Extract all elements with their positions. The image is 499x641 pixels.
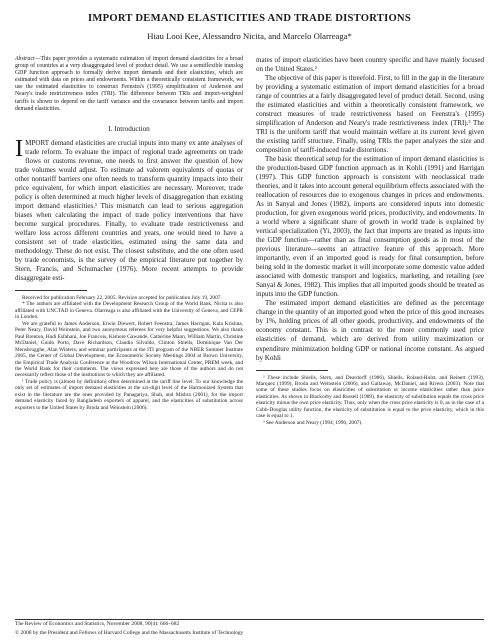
footnote-acknowledgments: We are grateful to James Anderson, Erwin Diewert, Robert Feenstra, James Harrigan, Kala Krishna, Peter Neary, David Weinstein, and two anonymous referees for very helpful suggestions. We also thank Paul Brenton, Hadi Esfahani, Joe Francois, Kishore Gawande, Catherine Mann, William Martin, Christine McDaniel, Guido Porto, Dave Richardson, Claudio Silvaldo, Clinton Shiells, Dominique Van Der Mensbrugghe, Alan Winters, and seminar participants at the ITI program of the NBER Summer Institute 2005, the Center of Global Development, the Econometric Society Meetings 2004 at Brown University, the Empirical Trade Analysis Conference at the Woodrow Wilson International Center, PREM week, and the World Bank for their comments. The views expressed here are those of the authors and do not necessarily reflect those of the institutions to which they are affiliated.: [15, 320, 243, 379]
left-column: [15, 56, 243, 411]
footnote-3: ³ See Anderson and Neary (1994, 1996, 2007).: [263, 419, 363, 426]
copyright-notice: © 2008 by the President and Fellows of Harvard College and the Massachusetts Institute of Technology: [15, 630, 244, 636]
right-column: [256, 56, 484, 426]
body-paragraph-objectives: The objective of this paper is threefold. First, to fill in the gap in the literature by providing a systematic estimation of import demand elasticities for a broad range of countries at a fairly disaggregated level of product detail. Second, using the estimated elasticities and within a theoretically consistent framework, we construct measures of trade restrictiveness based on Feenstra's (1995) simplification of Anderson and Neary's trade restrictiveness index (TRI).³ The TRI is the uniform tariff that would maintain welfare at its current level given the existing tariff structure. Finally, using TRIs the paper analyzes the size and composition of tariff-induced trade distortions.: [256, 74, 484, 155]
journal-citation: The Review of Economics and Statistics, November 2008, 90(4): 666–682: [15, 621, 180, 627]
page-footer-rule: [15, 619, 484, 620]
abstract: [15, 56, 243, 113]
intro-text: demand elasticities are crucial inputs into many ex ante analyses of trade reform. To evaluate the impact of regional trade agreements on trade flows or customs revenue, one needs to first answer the question of how trade volumes would adjust. To estimate ad valorem equivalents of quotas or other nontariff barriers one often needs to transform quantity impacts into their price equivalent, for which import elasticities are necessary. Moreover, trade policy is often determined at much higher levels of disaggregation than existing import demand elasticities.¹ This mismatch can lead to serious aggregation biases when calculating the impact of trade policy interventions that have become surgical procedures. Finally, to evaluate trade restrictiveness and welfare loss across different countries and years, one would need to have a consistent set of trade elasticities, estimated using the same data and methodology. These do not exist. The closest substitute, and the one often used by trade economists, is the survey of the empirical literature put together by Stern, Francis, and Schumacher (1976). More recent attempts to provide disaggregate esti-: [15, 138, 243, 282]
footnote-received: Received for publication February 22, 2005. Revision accepted for publication July 19, 2007.: [22, 295, 222, 301]
footnote-affiliation: * The authors are affiliated with the Development Research Group of the World Bank. Nicita is also affiliated with UNCTAD in Geneva. Olarreaga is also affiliated with the University of Geneva, and CEPR in London.: [15, 301, 243, 321]
body-paragraph-elasticities: The estimated import demand elasticities are defined as the percentage change in the quantity of an imported good when the price of this good increases by 1%, holding prices of all other goods, productivity, and endowments of the economy constant. This is in contrast to the more commonly used price elasticities of demand, which are derived from utility maximization or expenditure minimization holding GDP or national income constant. As argued by Kohli: [256, 299, 484, 362]
intro-paragraph: [15, 134, 243, 283]
drop-cap: I: [15, 134, 24, 162]
abstract-text: —This paper provides a systematic estimation of import demand elasticities for a broad group of countries at a very disaggregated level of product detail. We use a semiflexible translog GDP function approach to formally derive import demands and their elasticities, which are estimated with data on prices and endowments. Within a theoretically consistent framework, we use the estimated elasticities to construct Feenstra's (1995) simplification of Anderson and Neary's trade restrictiveness index (TRI). The difference between TRIs and import-weighted tariffs is shown to depend on the tariff variance and the covariance between tariffs and import demand elasticities.: [15, 56, 243, 112]
footnote-1: ¹ Trade policy is (almost by definition) often determined at the tariff line level. To our knowledge the only set of estimates of import demand elasticities at the six-digit level of the Harmonized System that exist in the literature are the ones provided by Panagariya, Shah, and Mishra (2001), for the import demand elasticity faced by Bangladesh exporters of apparel, and the elasticities of substitution across exporters to the United States by Broda and Weinstein (2006).: [15, 378, 243, 411]
footnote-divider: [15, 290, 87, 291]
intro-smallcaps: MPORT: [25, 138, 50, 147]
body-paragraph-continued: mates of import elasticities have been country specific and have mainly focused on the United States.²: [256, 56, 484, 74]
abstract-label: Abstract: [15, 56, 35, 62]
section-heading-introduction: I. Introduction: [108, 124, 150, 133]
body-paragraph-setup: The basic theoretical setup for the estimation of import demand elasticities is the production-based GDP function approach as in Kohli (1991) and Harrigan (1997). This GDP function approach is consistent with neoclassical trade theories, and it takes into account general equilibrium effects associated with the reallocation of resources due to exogenous changes in prices and endowments. As in Sanyal and Jones (1982), imports are considered inputs into domestic production, for given exogenous world prices, productivity, and endowments. In a world where a significant share of growth in world trade is explained by vertical specialization (Yi, 2003), the fact that imports are treated as inputs into the GDP function—rather than as final consumption goods as in most of the previous literature—seems an attractive feature of this approach. More importantly, even if an imported good is ready for final consumption, before being sold in the domestic market it will incorporate some domestic value added associated with domestic transport and logistics, marketing, and retailing (see Sanyal & Jones, 1982). This implies that all imported goods should be treated as inputs into the GDP function.: [256, 155, 484, 299]
paper-title: IMPORT DEMAND ELASTICITIES AND TRADE DISTORTIONS: [88, 13, 411, 24]
author-list: Hiau Looi Kee, Alessandro Nicita, and Marcelo Olarreaga*: [147, 31, 352, 41]
footnote-2: ² These include Shiells, Stern, and Deardorff (1986), Shiells, Roland-Holst, and Reinert (1993), Marquez (1999), Broda and Weinstein (2006), and Gallaway, McDaniel, and Rivera (2003). Note that some of these studies focus on elasticities of substitution or income elasticities rather than price elasticities. As shown in Blackorby and Russell (1989), the elasticity of substitution equals the cross price elasticity minus the own price elasticity. Thus, only when the cross price elasticity is 0, as in the case of a Cobb-Douglas utility function, the elasticity of substitution is equal to the price elasticity, which in this case is equal to 1.: [256, 374, 484, 420]
footnote-divider-right: [256, 370, 328, 371]
